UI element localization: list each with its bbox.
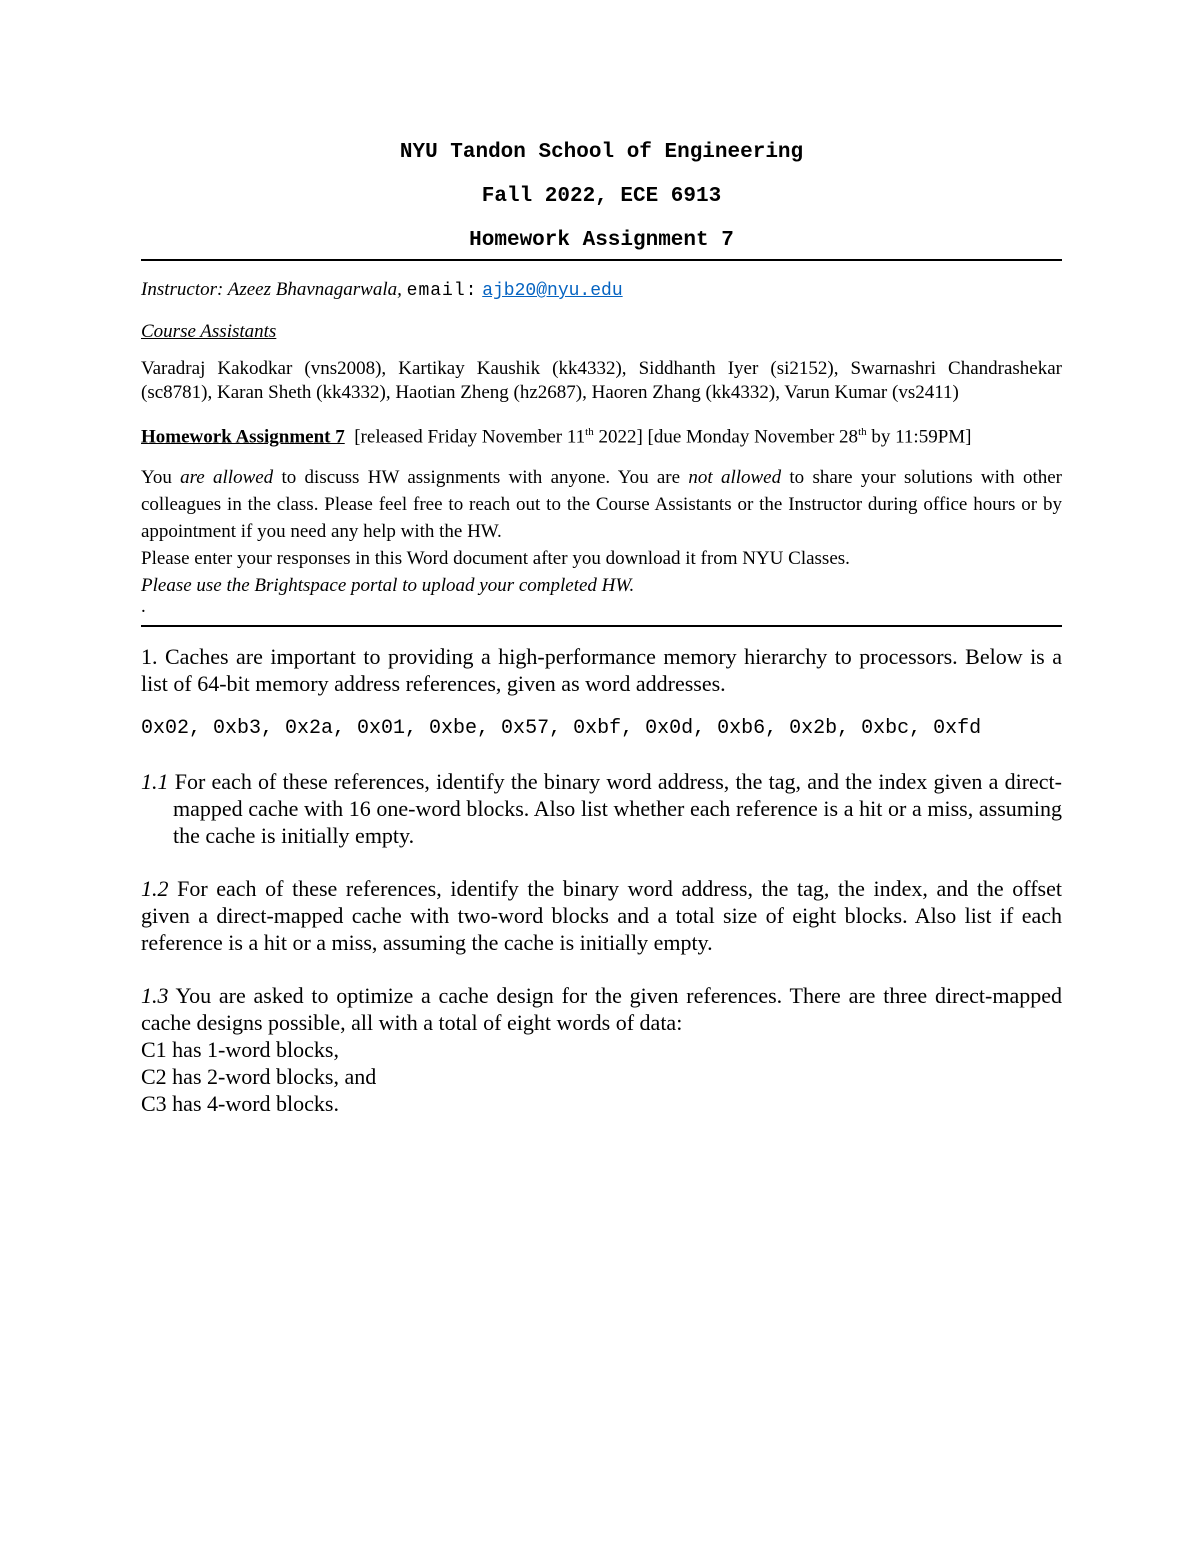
question-1-1-text: For each of these references, identify the binary word address, the tag, and the index given a direct-mapped cache with 16 one-word blocks. Also list whether each reference is a hit or a miss, assuming the cache is initially empty. (168, 769, 1062, 849)
course-assistants-heading: Course Assistants (141, 320, 277, 342)
course-assistants-list: Varadraj Kakodkar (vns2008), Kartikay Kaushik (kk4332), Siddhanth Iyer (si2152), Swarnashri Chandrashekar (sc8781), Karan Sheth (kk4332), Haotian Zheng (hz2687), Haoren Zhang (kk4332), Varun Kumar (vs2411) (141, 357, 1062, 403)
instructions-text: to discuss HW assignments with anyone. You are (273, 467, 689, 489)
cache-design-c1: C1 has 1-word blocks, (141, 1037, 339, 1063)
address-references: 0x02, 0xb3, 0x2a, 0x01, 0xbe, 0x57, 0xbf, 0x0d, 0xb6, 0x2b, 0xbc, 0xfd (141, 717, 982, 741)
not-allowed-emphasis: not allowed (688, 467, 782, 489)
instructor-label: Instructor: Azeez Bhavnagarwala, (141, 279, 402, 300)
instructions-paragraph (141, 464, 1062, 545)
hw-title: Homework Assignment 7 (141, 425, 345, 447)
question-1-2 (141, 875, 1062, 956)
hw-release-line (141, 420, 1062, 450)
cache-design-c2: C2 has 2-word blocks, and (141, 1064, 377, 1090)
assignment-title: Homework Assignment 7 (469, 229, 734, 252)
question-1-3-text: You are asked to optimize a cache design for the given references. There are three direct-mapped cache designs possible, all with a total of eight words of data: (141, 983, 1062, 1036)
course-title: Fall 2022, ECE 6913 (481, 185, 722, 208)
header-divider (141, 259, 1062, 261)
instructor-email-link[interactable]: ajb20@nyu.edu (482, 281, 623, 301)
due-sup: th (858, 425, 867, 438)
cache-design-c3: C3 has 4-word blocks. (141, 1091, 339, 1117)
school-title: NYU Tandon School of Engineering (399, 141, 804, 164)
instructions-upload: Please use the Brightspace portal to upload your completed HW. (141, 575, 635, 597)
question-1-1 (141, 768, 1062, 849)
released-sup: th (585, 425, 594, 438)
allowed-emphasis: are allowed (180, 467, 274, 489)
question-1-3 (141, 982, 1062, 1036)
instructions-text: You (141, 467, 181, 489)
instructor-line (141, 278, 1062, 304)
instructions-divider (141, 625, 1062, 627)
due-text: 2022] [due Monday November 28 (593, 425, 859, 447)
trailing-period: . (141, 596, 146, 618)
question-1 (141, 643, 1062, 697)
instructions-text: to share your solutions with other colleagues in the class. Please feel free to reach out to the Course Assistants or the Instructor during office hours or by appointment if you need any help with the HW. (141, 467, 1062, 543)
question-1-1-number: 1.1 (141, 769, 169, 795)
question-1-2-number: 1.2 (141, 876, 169, 902)
released-text: [released Friday November 11 (354, 425, 586, 447)
email-label: email: (406, 281, 478, 301)
question-1-text: Caches are important to providing a high-performance memory hierarchy to processors. Below is a list of 64-bit memory address references, given as word addresses. (141, 644, 1062, 697)
question-1-2-text: For each of these references, identify the binary word address, the tag, the index, and the offset given a direct-mapped cache with two-word blocks and a total size of eight blocks. Also list if each reference is a hit or a miss, assuming the cache is initially empty. (141, 876, 1062, 956)
document-content (141, 138, 1062, 1117)
instructions-download: Please enter your responses in this Word document after you download it from NYU Classes. (141, 548, 850, 570)
due-time: by 11:59PM] (866, 425, 972, 447)
question-1-number: 1. (141, 644, 158, 670)
question-1-3-number: 1.3 (141, 983, 169, 1009)
